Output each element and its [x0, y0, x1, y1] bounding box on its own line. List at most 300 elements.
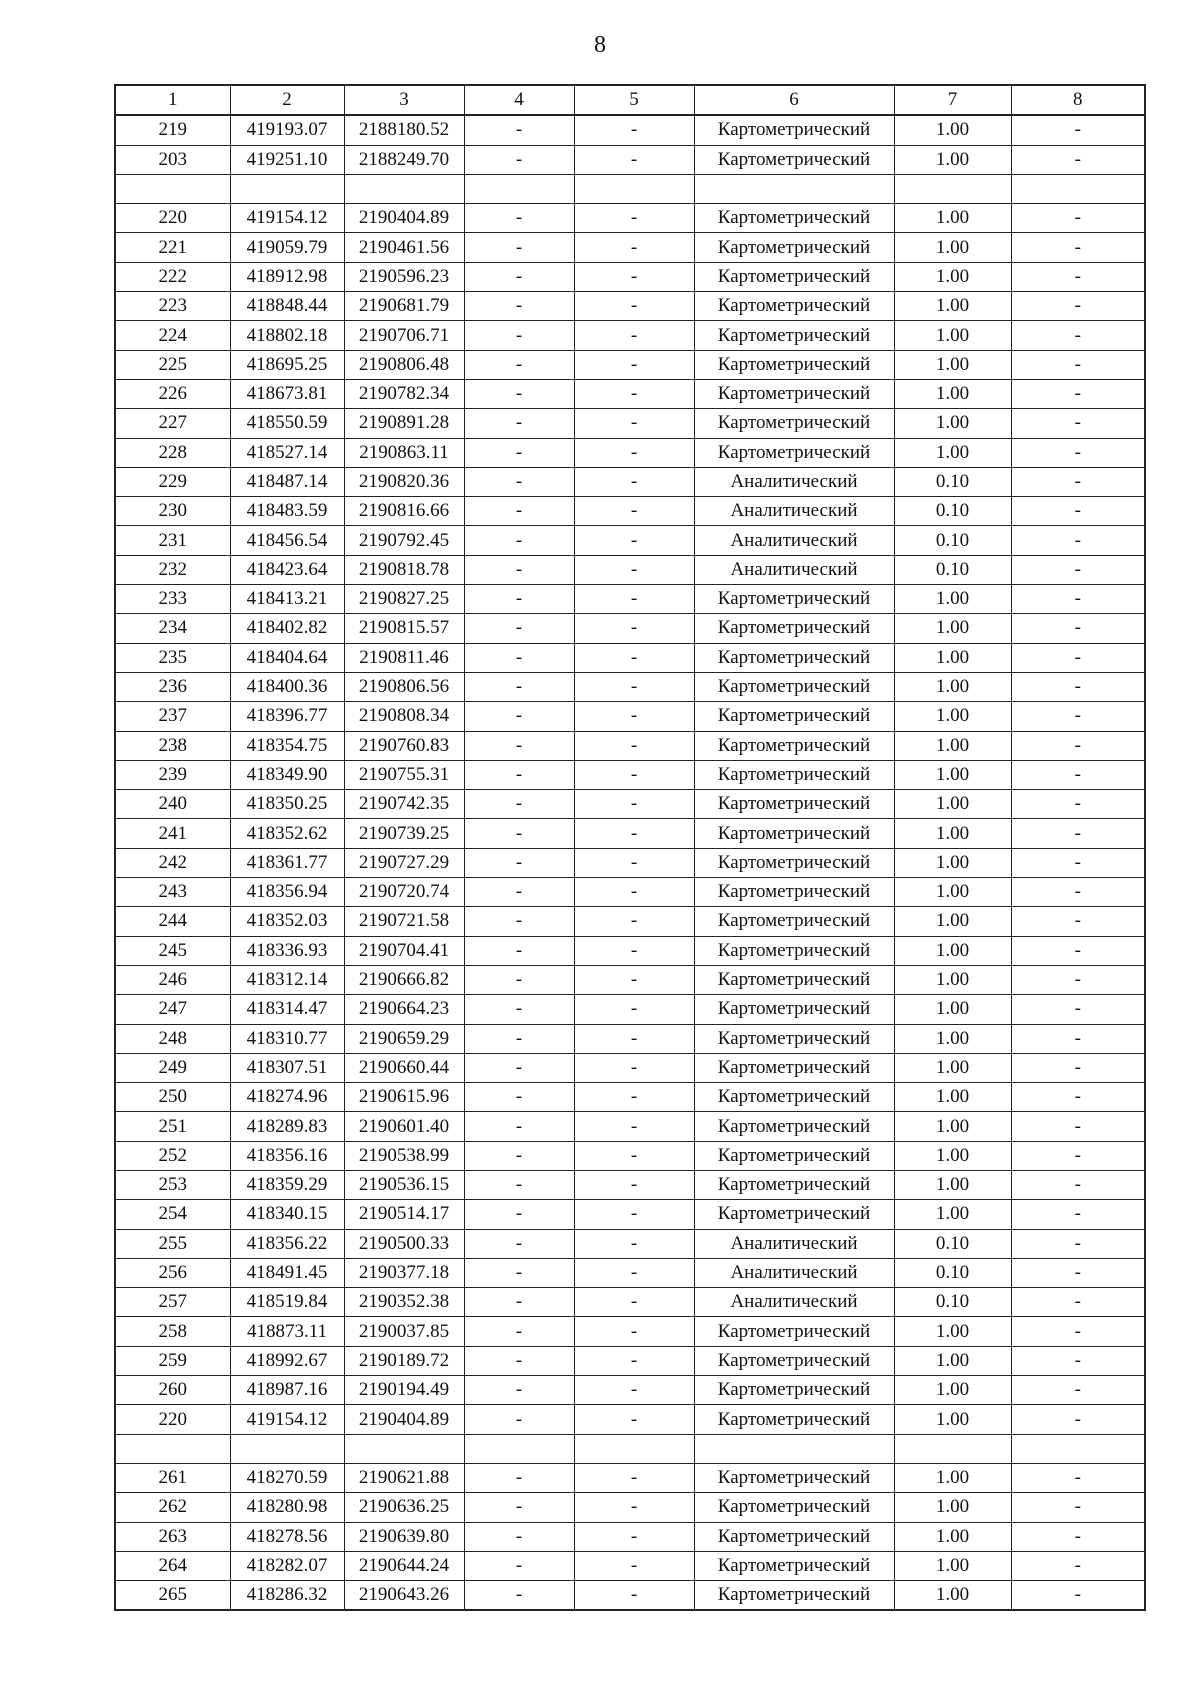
- col-4-cell: -: [464, 204, 574, 233]
- coord-y-cell: 2190792.45: [344, 526, 464, 555]
- col-4-cell: -: [464, 438, 574, 467]
- coord-y-cell: 2190704.41: [344, 936, 464, 965]
- coord-y-cell: 2190377.18: [344, 1258, 464, 1287]
- col-8-cell: -: [1011, 1083, 1145, 1112]
- coord-x-cell: 418361.77: [230, 848, 344, 877]
- coord-x-cell: [230, 174, 344, 203]
- coord-y-cell: 2190636.25: [344, 1493, 464, 1522]
- col-5-cell: -: [574, 497, 694, 526]
- point-number-cell: [115, 174, 230, 203]
- coord-x-cell: 418487.14: [230, 467, 344, 496]
- method-cell: Картометрический: [694, 438, 894, 467]
- col-4-cell: -: [464, 467, 574, 496]
- col-4-cell: -: [464, 936, 574, 965]
- accuracy-cell: 1.00: [894, 350, 1011, 379]
- coord-y-cell: 2190806.48: [344, 350, 464, 379]
- coord-x-cell: 418527.14: [230, 438, 344, 467]
- col-5-cell: -: [574, 262, 694, 291]
- col-5-cell: -: [574, 1522, 694, 1551]
- method-cell: Картометрический: [694, 702, 894, 731]
- col-4-cell: -: [464, 1083, 574, 1112]
- method-cell: Картометрический: [694, 115, 894, 145]
- coord-y-cell: 2190643.26: [344, 1581, 464, 1611]
- coord-x-cell: 418400.36: [230, 672, 344, 701]
- coord-y-cell: 2190660.44: [344, 1053, 464, 1082]
- accuracy-cell: 1.00: [894, 1317, 1011, 1346]
- accuracy-cell: 1.00: [894, 115, 1011, 145]
- accuracy-cell: 1.00: [894, 1346, 1011, 1375]
- col-8-cell: -: [1011, 233, 1145, 262]
- table-row: [115, 995, 1145, 1024]
- coord-y-cell: 2190760.83: [344, 731, 464, 760]
- coord-x-cell: 418274.96: [230, 1083, 344, 1112]
- col-5-cell: -: [574, 409, 694, 438]
- col-8-cell: -: [1011, 907, 1145, 936]
- table-row: [115, 321, 1145, 350]
- method-cell: Аналитический: [694, 497, 894, 526]
- col-5-cell: -: [574, 1229, 694, 1258]
- header-cell: 2: [230, 85, 344, 115]
- col-5-cell: -: [574, 1405, 694, 1434]
- coord-x-cell: 418282.07: [230, 1551, 344, 1580]
- col-8-cell: -: [1011, 702, 1145, 731]
- col-8-cell: -: [1011, 409, 1145, 438]
- col-8-cell: -: [1011, 438, 1145, 467]
- point-number-cell: 219: [115, 115, 230, 145]
- col-4-cell: -: [464, 731, 574, 760]
- coord-y-cell: 2190815.57: [344, 614, 464, 643]
- method-cell: Картометрический: [694, 819, 894, 848]
- accuracy-cell: 1.00: [894, 819, 1011, 848]
- accuracy-cell: 1.00: [894, 321, 1011, 350]
- method-cell: Картометрический: [694, 1581, 894, 1611]
- col-8-cell: -: [1011, 1581, 1145, 1611]
- col-5-cell: -: [574, 1346, 694, 1375]
- col-4-cell: -: [464, 614, 574, 643]
- col-8-cell: -: [1011, 790, 1145, 819]
- point-number-cell: 235: [115, 643, 230, 672]
- coord-y-cell: 2190621.88: [344, 1463, 464, 1492]
- accuracy-cell: 0.10: [894, 467, 1011, 496]
- coord-y-cell: 2190681.79: [344, 292, 464, 321]
- col-8-cell: -: [1011, 1522, 1145, 1551]
- col-8-cell: -: [1011, 292, 1145, 321]
- table-row: [115, 731, 1145, 760]
- table-row: [115, 936, 1145, 965]
- col-5-cell: -: [574, 1200, 694, 1229]
- coord-y-cell: 2190644.24: [344, 1551, 464, 1580]
- col-4-cell: -: [464, 262, 574, 291]
- coord-x-cell: 418491.45: [230, 1258, 344, 1287]
- method-cell: Картометрический: [694, 1170, 894, 1199]
- coord-y-cell: 2190352.38: [344, 1288, 464, 1317]
- accuracy-cell: 1.00: [894, 672, 1011, 701]
- point-number-cell: 257: [115, 1288, 230, 1317]
- table-row: [115, 204, 1145, 233]
- coord-x-cell: 418352.62: [230, 819, 344, 848]
- col-5-cell: -: [574, 379, 694, 408]
- accuracy-cell: 1.00: [894, 1083, 1011, 1112]
- col-5-cell: -: [574, 907, 694, 936]
- table-row: [115, 1288, 1145, 1317]
- method-cell: Картометрический: [694, 907, 894, 936]
- col-8-cell: -: [1011, 585, 1145, 614]
- coord-x-cell: 418402.82: [230, 614, 344, 643]
- col-4-cell: -: [464, 409, 574, 438]
- method-cell: Аналитический: [694, 555, 894, 584]
- accuracy-cell: 0.10: [894, 497, 1011, 526]
- table-row: [115, 1112, 1145, 1141]
- point-number-cell: 252: [115, 1141, 230, 1170]
- accuracy-cell: 1.00: [894, 760, 1011, 789]
- col-8-cell: -: [1011, 936, 1145, 965]
- point-number-cell: 243: [115, 878, 230, 907]
- col-4-cell: -: [464, 321, 574, 350]
- table-row: [115, 145, 1145, 174]
- coord-y-cell: 2190596.23: [344, 262, 464, 291]
- coord-y-cell: 2190891.28: [344, 409, 464, 438]
- method-cell: Картометрический: [694, 1346, 894, 1375]
- col-4-cell: -: [464, 350, 574, 379]
- col-4-cell: -: [464, 497, 574, 526]
- col-8-cell: -: [1011, 145, 1145, 174]
- coord-y-cell: 2190863.11: [344, 438, 464, 467]
- col-8-cell: -: [1011, 1288, 1145, 1317]
- point-number-cell: 203: [115, 145, 230, 174]
- coord-y-cell: 2190659.29: [344, 1024, 464, 1053]
- col-4-cell: -: [464, 1112, 574, 1141]
- point-number-cell: 241: [115, 819, 230, 848]
- accuracy-cell: [894, 1434, 1011, 1463]
- accuracy-cell: 1.00: [894, 1551, 1011, 1580]
- coord-x-cell: 418673.81: [230, 379, 344, 408]
- col-8-cell: -: [1011, 1141, 1145, 1170]
- col-5-cell: -: [574, 848, 694, 877]
- accuracy-cell: 1.00: [894, 1053, 1011, 1082]
- table-row: [115, 643, 1145, 672]
- col-4-cell: -: [464, 672, 574, 701]
- method-cell: Картометрический: [694, 878, 894, 907]
- col-4-cell: -: [464, 907, 574, 936]
- coord-y-cell: 2190720.74: [344, 878, 464, 907]
- method-cell: Аналитический: [694, 1288, 894, 1317]
- col-5-cell: -: [574, 292, 694, 321]
- point-number-cell: 228: [115, 438, 230, 467]
- accuracy-cell: 1.00: [894, 790, 1011, 819]
- table-row: [115, 1083, 1145, 1112]
- coord-y-cell: 2190500.33: [344, 1229, 464, 1258]
- col-4-cell: -: [464, 555, 574, 584]
- accuracy-cell: 1.00: [894, 1141, 1011, 1170]
- method-cell: Картометрический: [694, 1376, 894, 1405]
- col-5-cell: -: [574, 1258, 694, 1287]
- coord-x-cell: 418456.54: [230, 526, 344, 555]
- point-number-cell: 249: [115, 1053, 230, 1082]
- table-row: [115, 292, 1145, 321]
- col-4-cell: -: [464, 1463, 574, 1492]
- point-number-cell: 248: [115, 1024, 230, 1053]
- table-row: [115, 1463, 1145, 1492]
- coord-y-cell: 2190461.56: [344, 233, 464, 262]
- coord-y-cell: 2190601.40: [344, 1112, 464, 1141]
- col-5-cell: -: [574, 1083, 694, 1112]
- accuracy-cell: 1.00: [894, 233, 1011, 262]
- table-row: [115, 878, 1145, 907]
- accuracy-cell: 1.00: [894, 702, 1011, 731]
- coord-x-cell: 418873.11: [230, 1317, 344, 1346]
- table-row: [115, 614, 1145, 643]
- coord-x-cell: 418423.64: [230, 555, 344, 584]
- accuracy-cell: 1.00: [894, 292, 1011, 321]
- col-4-cell: -: [464, 1053, 574, 1082]
- point-number-cell: 223: [115, 292, 230, 321]
- col-8-cell: -: [1011, 614, 1145, 643]
- point-number-cell: 255: [115, 1229, 230, 1258]
- table-row: [115, 672, 1145, 701]
- col-8-cell: -: [1011, 379, 1145, 408]
- point-number-cell: 260: [115, 1376, 230, 1405]
- table-row: [115, 790, 1145, 819]
- coord-x-cell: 418413.21: [230, 585, 344, 614]
- col-4-cell: -: [464, 233, 574, 262]
- accuracy-cell: 1.00: [894, 262, 1011, 291]
- coord-y-cell: 2190739.25: [344, 819, 464, 848]
- col-4-cell: -: [464, 878, 574, 907]
- col-8-cell: -: [1011, 731, 1145, 760]
- coord-x-cell: 418802.18: [230, 321, 344, 350]
- accuracy-cell: 1.00: [894, 1024, 1011, 1053]
- point-number-cell: 251: [115, 1112, 230, 1141]
- method-cell: Картометрический: [694, 936, 894, 965]
- method-cell: Картометрический: [694, 643, 894, 672]
- table-row: [115, 848, 1145, 877]
- coord-y-cell: 2190782.34: [344, 379, 464, 408]
- accuracy-cell: 1.00: [894, 1376, 1011, 1405]
- col-5-cell: -: [574, 1288, 694, 1317]
- col-8-cell: -: [1011, 1463, 1145, 1492]
- col-4-cell: -: [464, 1317, 574, 1346]
- table-row: [115, 1258, 1145, 1287]
- point-number-cell: 242: [115, 848, 230, 877]
- accuracy-cell: 1.00: [894, 1112, 1011, 1141]
- col-8-cell: -: [1011, 115, 1145, 145]
- point-number-cell: 239: [115, 760, 230, 789]
- table-row: [115, 467, 1145, 496]
- col-8-cell: -: [1011, 1229, 1145, 1258]
- accuracy-cell: 1.00: [894, 907, 1011, 936]
- col-4-cell: -: [464, 995, 574, 1024]
- point-number-cell: 231: [115, 526, 230, 555]
- coord-y-cell: 2190615.96: [344, 1083, 464, 1112]
- table-row: [115, 233, 1145, 262]
- point-number-cell: 244: [115, 907, 230, 936]
- coord-y-cell: 2190742.35: [344, 790, 464, 819]
- table-row: [115, 555, 1145, 584]
- table-row: [115, 1053, 1145, 1082]
- coord-y-cell: 2190818.78: [344, 555, 464, 584]
- point-number-cell: 230: [115, 497, 230, 526]
- col-8-cell: -: [1011, 643, 1145, 672]
- accuracy-cell: 1.00: [894, 643, 1011, 672]
- coord-y-cell: 2190664.23: [344, 995, 464, 1024]
- coordinates-table: [114, 84, 1146, 1611]
- method-cell: Картометрический: [694, 350, 894, 379]
- point-number-cell: 265: [115, 1581, 230, 1611]
- coord-x-cell: 418912.98: [230, 262, 344, 291]
- accuracy-cell: 1.00: [894, 1405, 1011, 1434]
- method-cell: Картометрический: [694, 614, 894, 643]
- point-number-cell: 258: [115, 1317, 230, 1346]
- method-cell: Картометрический: [694, 965, 894, 994]
- point-number-cell: 234: [115, 614, 230, 643]
- method-cell: [694, 174, 894, 203]
- table-row: [115, 438, 1145, 467]
- table-body: [115, 115, 1145, 1610]
- coord-x-cell: 418310.77: [230, 1024, 344, 1053]
- col-8-cell: -: [1011, 350, 1145, 379]
- col-4-cell: -: [464, 1493, 574, 1522]
- coord-y-cell: 2190727.29: [344, 848, 464, 877]
- coord-x-cell: 418356.22: [230, 1229, 344, 1258]
- col-4-cell: -: [464, 1405, 574, 1434]
- method-cell: Картометрический: [694, 995, 894, 1024]
- table-row: [115, 702, 1145, 731]
- method-cell: Картометрический: [694, 1024, 894, 1053]
- col-5-cell: -: [574, 1141, 694, 1170]
- col-5-cell: -: [574, 1493, 694, 1522]
- point-number-cell: 236: [115, 672, 230, 701]
- coord-x-cell: 418336.93: [230, 936, 344, 965]
- header-cell: 3: [344, 85, 464, 115]
- coord-x-cell: 418350.25: [230, 790, 344, 819]
- table-row: [115, 350, 1145, 379]
- coord-x-cell: 418359.29: [230, 1170, 344, 1199]
- table-row: [115, 1024, 1145, 1053]
- method-cell: Картометрический: [694, 292, 894, 321]
- col-8-cell: -: [1011, 555, 1145, 584]
- coord-x-cell: 418483.59: [230, 497, 344, 526]
- col-8-cell: -: [1011, 262, 1145, 291]
- col-8-cell: -: [1011, 995, 1145, 1024]
- point-number-cell: 264: [115, 1551, 230, 1580]
- method-cell: Картометрический: [694, 1405, 894, 1434]
- method-cell: Аналитический: [694, 1229, 894, 1258]
- point-number-cell: 221: [115, 233, 230, 262]
- col-5-cell: -: [574, 760, 694, 789]
- method-cell: Картометрический: [694, 760, 894, 789]
- method-cell: Картометрический: [694, 1317, 894, 1346]
- col-5-cell: -: [574, 1581, 694, 1611]
- point-number-cell: 227: [115, 409, 230, 438]
- method-cell: Аналитический: [694, 1258, 894, 1287]
- col-4-cell: -: [464, 1170, 574, 1199]
- coord-x-cell: 418307.51: [230, 1053, 344, 1082]
- method-cell: Картометрический: [694, 1200, 894, 1229]
- col-4-cell: -: [464, 1229, 574, 1258]
- table-row: [115, 1581, 1145, 1611]
- col-8-cell: -: [1011, 672, 1145, 701]
- accuracy-cell: 1.00: [894, 1200, 1011, 1229]
- coord-x-cell: 418992.67: [230, 1346, 344, 1375]
- coord-y-cell: 2190827.25: [344, 585, 464, 614]
- accuracy-cell: 1.00: [894, 995, 1011, 1024]
- point-number-cell: 238: [115, 731, 230, 760]
- method-cell: Картометрический: [694, 262, 894, 291]
- point-number-cell: 250: [115, 1083, 230, 1112]
- col-4-cell: -: [464, 965, 574, 994]
- table-row: [115, 819, 1145, 848]
- col-8-cell: -: [1011, 1493, 1145, 1522]
- method-cell: Картометрический: [694, 790, 894, 819]
- col-5-cell: -: [574, 1112, 694, 1141]
- coord-x-cell: 418550.59: [230, 409, 344, 438]
- method-cell: Картометрический: [694, 848, 894, 877]
- header-cell: 4: [464, 85, 574, 115]
- accuracy-cell: [894, 174, 1011, 203]
- point-number-cell: 220: [115, 204, 230, 233]
- col-4-cell: -: [464, 292, 574, 321]
- method-cell: Картометрический: [694, 1522, 894, 1551]
- accuracy-cell: 1.00: [894, 1463, 1011, 1492]
- coord-x-cell: 418286.32: [230, 1581, 344, 1611]
- coord-y-cell: 2190536.15: [344, 1170, 464, 1199]
- col-5-cell: -: [574, 878, 694, 907]
- col-8-cell: -: [1011, 819, 1145, 848]
- col-5-cell: -: [574, 936, 694, 965]
- coord-y-cell: 2190538.99: [344, 1141, 464, 1170]
- col-4-cell: -: [464, 379, 574, 408]
- coord-y-cell: 2190404.89: [344, 1405, 464, 1434]
- accuracy-cell: 1.00: [894, 878, 1011, 907]
- col-8-cell: -: [1011, 1405, 1145, 1434]
- coord-x-cell: 418349.90: [230, 760, 344, 789]
- coord-y-cell: 2190755.31: [344, 760, 464, 789]
- method-cell: Картометрический: [694, 1053, 894, 1082]
- coord-y-cell: [344, 174, 464, 203]
- point-number-cell: 229: [115, 467, 230, 496]
- point-number-cell: 262: [115, 1493, 230, 1522]
- col-8-cell: -: [1011, 1258, 1145, 1287]
- point-number-cell: 254: [115, 1200, 230, 1229]
- point-number-cell: 224: [115, 321, 230, 350]
- point-number-cell: 259: [115, 1346, 230, 1375]
- coord-x-cell: 418354.75: [230, 731, 344, 760]
- coord-y-cell: 2190706.71: [344, 321, 464, 350]
- accuracy-cell: 1.00: [894, 409, 1011, 438]
- point-number-cell: 245: [115, 936, 230, 965]
- table-row: [115, 1317, 1145, 1346]
- point-number-cell: 261: [115, 1463, 230, 1492]
- coord-x-cell: [230, 1434, 344, 1463]
- accuracy-cell: 1.00: [894, 438, 1011, 467]
- table-row: [115, 1522, 1145, 1551]
- table-row: [115, 1200, 1145, 1229]
- accuracy-cell: 0.10: [894, 1229, 1011, 1258]
- col-8-cell: -: [1011, 1346, 1145, 1375]
- method-cell: Аналитический: [694, 467, 894, 496]
- coord-x-cell: 418280.98: [230, 1493, 344, 1522]
- table-row: [115, 262, 1145, 291]
- table-row: [115, 1405, 1145, 1434]
- header-cell: 1: [115, 85, 230, 115]
- table-row: [115, 174, 1145, 203]
- coord-y-cell: 2190811.46: [344, 643, 464, 672]
- col-5-cell: -: [574, 702, 694, 731]
- accuracy-cell: 1.00: [894, 965, 1011, 994]
- col-8-cell: -: [1011, 1053, 1145, 1082]
- col-4-cell: -: [464, 819, 574, 848]
- method-cell: Картометрический: [694, 1551, 894, 1580]
